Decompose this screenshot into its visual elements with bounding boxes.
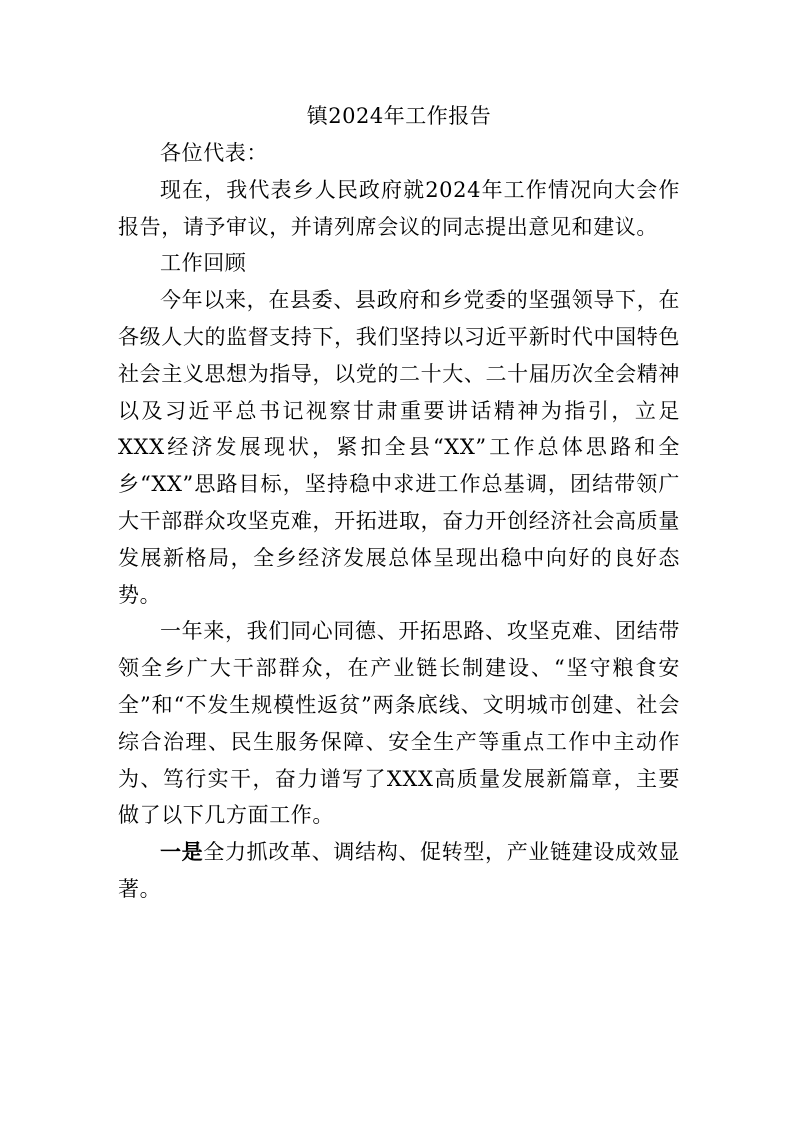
review-paragraph-1: 今年以来，在县委、县政府和乡党委的坚强领导下，在各级人大的监督支持下，我们坚持以习近平新时代中国特色社会主义思想为指导，以党的二十大、二十届历次全会精神以及习近平总书记视察甘肃重要讲话精神为指引，立足XXX经济发展现状，紧扣全县“XX”工作总体思路和全乡“XX”思路目标，坚持稳中求进工作总基调，团结带领广大干部群众攻坚克难，开拓进取，奋力开创经济社会高质量发展新格局，全乡经济发展总体呈现出稳中向好的良好态势。 xyxy=(118,288,680,607)
review-paragraph-2: 一年来，我们同心同德、开拓思路、攻坚克难、团结带领全乡广大干部群众，在产业链长制建设、“坚守粮食安全”和“不发生规模性返贫”两条底线、文明城市创建、社会综合治理、民生服务保障、安全生产等重点工作中主动作为、笃行实干，奋力谱写了XXX高质量发展新篇章，主要做了以下几方面工作。 xyxy=(118,619,680,828)
document-page xyxy=(118,98,680,908)
section-heading: 工作回顾 xyxy=(160,251,247,276)
item-1-text: 全力抓改革、调结构、促转型，产业链建设成效显著。 xyxy=(118,840,680,901)
intro-paragraph: 现在，我代表乡人民政府就2024年工作情况向大会作报告，请予审议，并请列席会议的同志提出意见和建议。 xyxy=(118,177,680,239)
salutation: 各位代表： xyxy=(160,141,268,165)
item-1-lead: 一是 xyxy=(160,839,204,865)
item-paragraph-1 xyxy=(118,834,680,908)
document-title: 镇2024年工作报告 xyxy=(306,104,492,128)
